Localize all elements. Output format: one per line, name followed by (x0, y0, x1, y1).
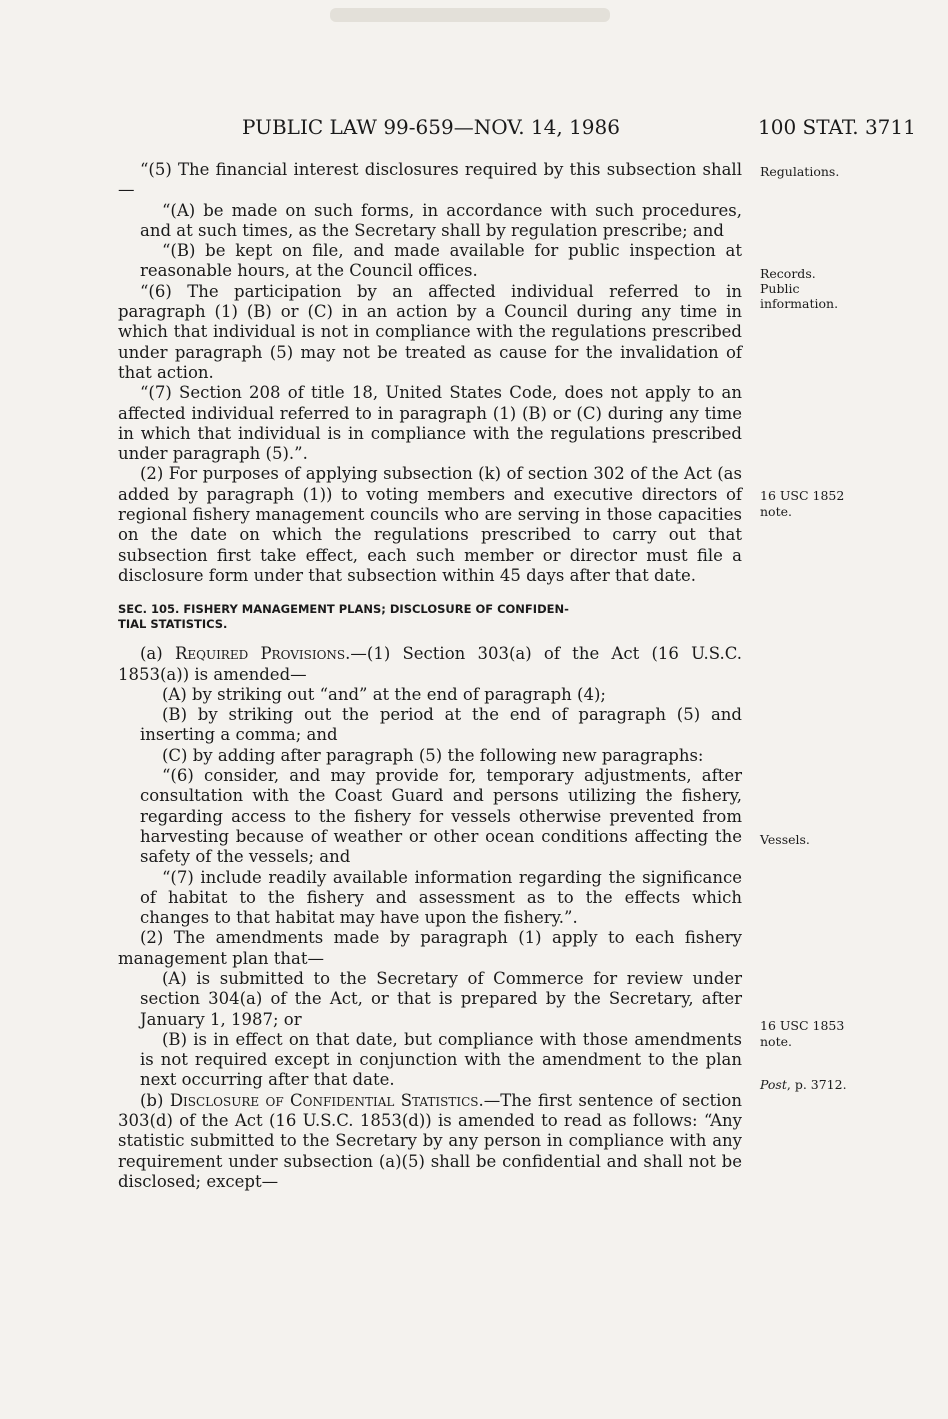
quoted-paragraph-7: “(7) include readily available information regarding the significance of habitat to the fishery and assessment as to the effects which changes to that habitat may have upon the fishery.”. (140, 867, 742, 928)
section-heading-line-1: SEC. 105. FISHERY MANAGEMENT PLANS; DISCLOSURE OF CONFIDEN- (118, 602, 569, 617)
paragraph-5-a: “(A) be made on such forms, in accordance with such procedures, and at such times, as the Secretary shall by regulation prescribe; and (140, 200, 742, 240)
margin-note-16usc1852-note: note. (760, 504, 792, 519)
clause-2-A: (A) is submitted to the Secretary of Commerce for review under section 304(a) of the Act, or that is prepared by the Secretary, after January 1, 1987; or (140, 968, 742, 1029)
quoted-paragraph-6: “(6) consider, and may provide for, temporary adjustments, after consultation with the Coast Guard and persons utilizing the fishery, regarding access to the fishery for vessels otherwise prevented from harvesting because of weather or other ocean conditions affecting the safety of the vessels; and (140, 766, 742, 867)
subsection-a-text: —(1) Section 303(a) of the Act (16 U.S.C. 1853(a)) is amended— (118, 644, 742, 684)
paragraph-7: “(7) Section 208 of title 18, United States Code, does not apply to an affected individual referred to in paragraph (1) (B) or (C) during any time in which that individual is in compliance with the regulations prescribed under paragraph (5).”. (118, 383, 742, 464)
margin-note-16usc1852: 16 USC 1852 (760, 488, 845, 503)
margin-note-16usc1853-note: note. (760, 1034, 792, 1049)
subsection-a: (a) Required Provisions.—(1) Section 303(a) of the Act (16 U.S.C. 1853(a)) is amended— (118, 644, 742, 684)
subsection-b-heading: Disclosure of Confidential Statistics. (169, 1090, 484, 1110)
section-heading (118, 602, 742, 632)
running-header: PUBLIC LAW 99-659—NOV. 14, 1986 (242, 115, 620, 139)
margin-note-post-italic: Post (760, 1077, 787, 1092)
paragraph-5-b: “(B) be kept on file, and made available for public inspection at reasonable hours, at the Council offices. (140, 241, 742, 281)
margin-note-16usc1853: 16 USC 1853 (760, 1018, 845, 1033)
margin-note-post (760, 1077, 847, 1092)
clause-a-A: (A) by striking out “and” at the end of paragraph (4); (162, 684, 606, 704)
margin-note-vessels: Vessels. (760, 832, 810, 847)
subsection-a-2: (2) The amendments made by paragraph (1) apply to each fishery management plan that— (118, 928, 742, 968)
paragraph-2: (2) For purposes of applying subsection (k) of section 302 of the Act (as added by paragraph (1)) to voting members and executive directors of regional fishery management councils who are serving in those capacities on the date on which the regulations prescribed to carry out that subsection first take effect, each such member or director must file a disclosure form under that subsection within 45 days after that date. (118, 464, 742, 585)
bleed-through-mark (330, 8, 610, 22)
paragraph-6: “(6) The participation by an affected individual referred to in paragraph (1) (B) or (C) in an action by a Council during any time in which that individual is not in compliance with the regulations prescribed under paragraph (5) may not be treated as cause for the invalidation of that action. (118, 281, 742, 382)
clause-2-B: (B) is in effect on that date, but compliance with those amendments is not required except in conjunction with the amendment to the plan next occurring after that date. (140, 1029, 742, 1090)
paragraph-5: “(5) The financial interest disclosures required by this subsection shall— (118, 160, 742, 200)
margin-note-records: Records. (760, 266, 816, 281)
subsection-b: (b) Disclosure of Confidential Statistics.—The first sentence of section 303(d) of the Act (16 U.S.C. 1853(d)) is amended to read as follows: “Any statistic submitted to the Secretary by any person in compliance with any requirement under subsection (a)(5) shall be confidential and shall not be disclosed; except— (118, 1090, 742, 1191)
clause-a-C: (C) by adding after paragraph (5) the following new paragraphs: (162, 745, 704, 765)
margin-note-public: Public (760, 281, 800, 296)
section-heading-line-2: TIAL STATISTICS. (118, 617, 228, 632)
subsection-b-text: —The first sentence of section 303(d) of the Act (16 U.S.C. 1853(d)) is amended to read as follows: “Any statistic submitted to the Secretary by any person in compliance with any requirement under subsection (a)(5) shall be confidential and shall not be disclosed; except— (118, 1090, 742, 1191)
margin-note-post-ref: , p. 3712. (786, 1077, 847, 1092)
body-text (118, 160, 742, 1192)
page-citation: 100 STAT. 3711 (758, 115, 916, 139)
margin-note-regulations: Regulations. (760, 164, 840, 179)
subsection-a-heading: Required Provisions. (174, 644, 351, 664)
margin-note-information: information. (760, 296, 839, 311)
clause-a-B: (B) by striking out the period at the end of paragraph (5) and inserting a comma; and (140, 705, 742, 745)
